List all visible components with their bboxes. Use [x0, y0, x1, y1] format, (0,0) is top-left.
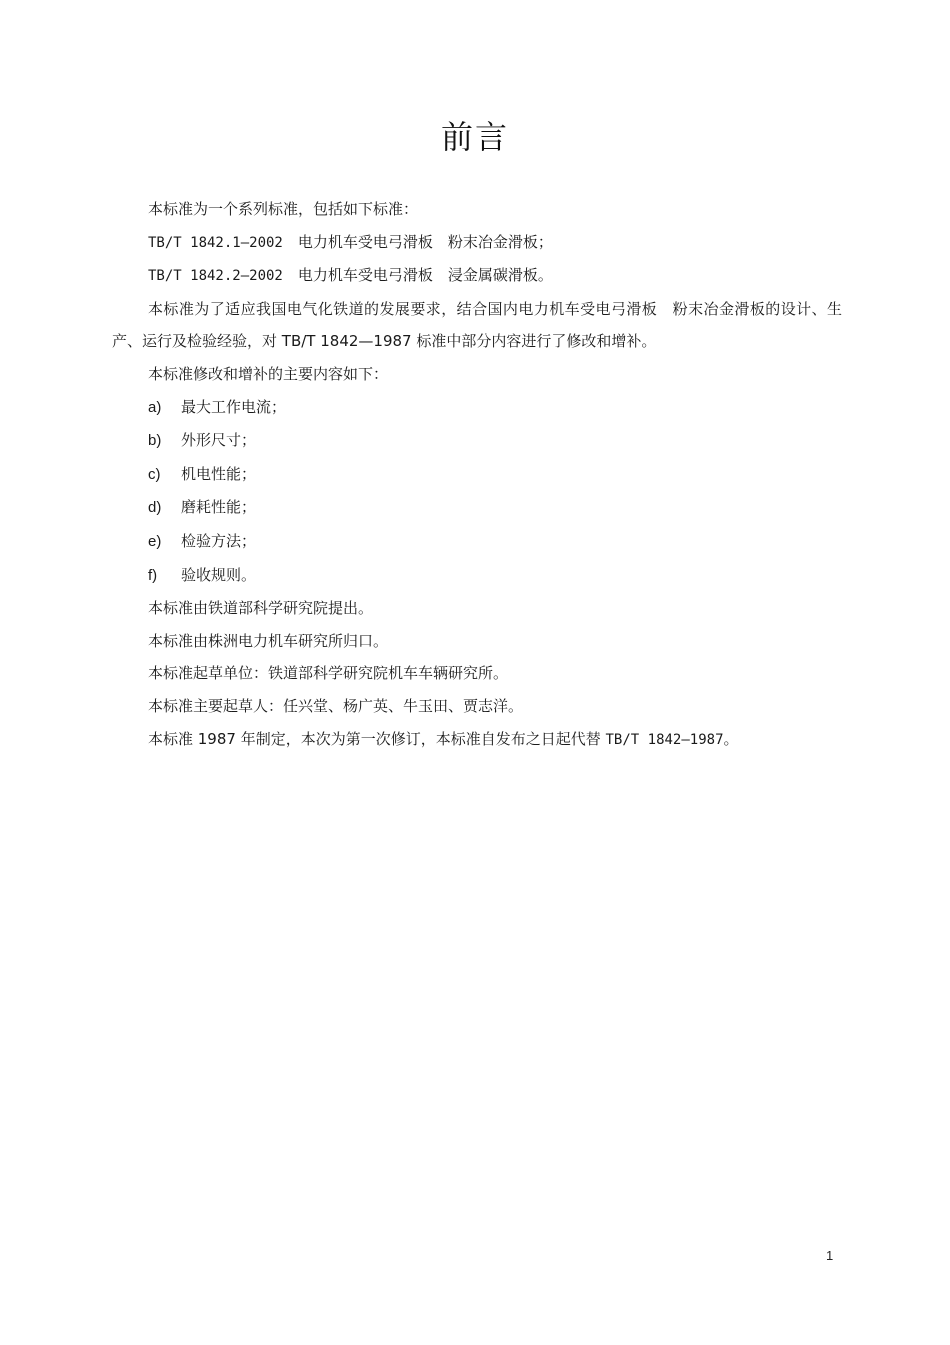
purpose-text: 本标准为了适应我国电气化铁道的发展要求，结合国内电力机车受电弓滑板 粉末冶金滑板的设计、生产、运行及检验经验，对 [112, 299, 842, 351]
centralized-by-paragraph: 本标准由株洲电力机车研究所归口。 [148, 631, 389, 650]
history-text-end: 。 [723, 729, 739, 748]
history-text: 本标准 1987 年制定，本次为第一次修订，本标准自发布之日起代替 [148, 729, 601, 748]
standard-line-1 [112, 226, 842, 260]
intro-paragraph: 本标准为一个系列标准，包括如下标准： [148, 200, 419, 218]
list-item [112, 559, 842, 593]
list-marker: a) [148, 398, 162, 416]
standard-type: 粉末冶金滑板； [447, 232, 553, 251]
list-marker: d) [148, 499, 162, 517]
list-item-text: 最大工作电流； [181, 397, 287, 416]
standard-line-2 [112, 259, 842, 293]
list-item-text: 机电性能； [181, 464, 257, 483]
standard-name: 电力机车受电弓滑板 [297, 232, 433, 251]
list-item-text: 磨耗性能； [181, 498, 257, 517]
list-item-text: 检验方法； [181, 531, 257, 550]
list-item [112, 491, 842, 525]
foreword-body [112, 193, 842, 756]
drafting-unit-paragraph: 本标准起草单位：铁道部科学研究院机车车辆研究所。 [148, 664, 509, 683]
proposed-by-paragraph: 本标准由铁道部科学研究院提出。 [148, 599, 374, 618]
list-item [112, 458, 842, 492]
purpose-text-end: 标准中部分内容进行了修改和增补。 [416, 332, 657, 351]
drafters-paragraph: 本标准主要起草人：任兴堂、杨广英、牛玉田、贾志洋。 [148, 696, 524, 715]
history-code: TB/T 1842—1987 [605, 731, 724, 748]
page-title: 前言 [440, 118, 509, 156]
page-number: 1 [826, 1248, 834, 1263]
list-marker: b) [148, 432, 162, 450]
list-item-text: 外形尺寸； [181, 431, 257, 450]
history-paragraph [112, 723, 842, 757]
list-marker: e) [148, 532, 162, 550]
standard-name: 电力机车受电弓滑板 [297, 266, 433, 285]
list-item [112, 424, 842, 458]
standard-code: TB/T 1842.2—2002 [148, 268, 283, 285]
list-item [112, 525, 842, 559]
purpose-paragraph [112, 293, 842, 358]
changes-intro: 本标准修改和增补的主要内容如下： [148, 364, 389, 383]
list-item-text: 验收规则。 [181, 565, 257, 584]
list-marker: c) [148, 465, 161, 483]
standard-type: 浸金属碳滑板。 [447, 266, 553, 285]
list-marker: f) [148, 566, 158, 584]
standard-code: TB/T 1842.1—2002 [148, 234, 283, 251]
purpose-code: TB/T 1842—1987 [281, 332, 412, 351]
list-item [112, 391, 842, 425]
